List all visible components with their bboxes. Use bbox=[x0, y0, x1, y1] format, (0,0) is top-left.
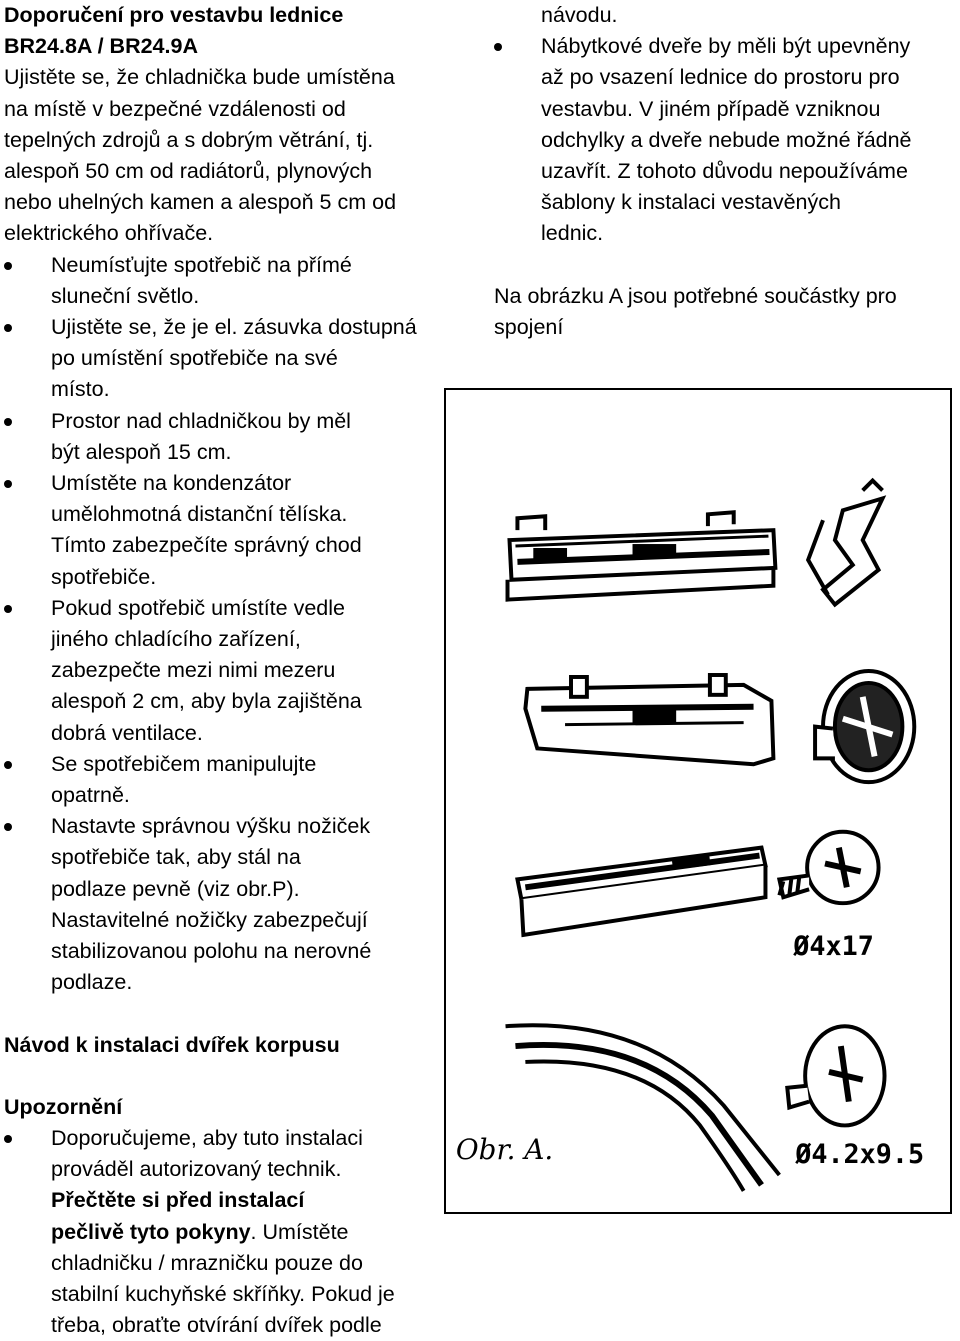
warning-title: Upozornění bbox=[4, 1094, 123, 1119]
list-item: Neumísťujte spotřebič na přímé sluneční světlo. bbox=[4, 250, 454, 312]
model-heading: BR24.8A / BR24.9A bbox=[4, 34, 198, 59]
intro-line: tepelných zdrojů a s dobrým větrání, tj. bbox=[4, 127, 374, 152]
bullet-icon bbox=[494, 43, 502, 51]
bracket-part-icon bbox=[525, 675, 773, 764]
intro-line: Ujistěte se, že chladnička bude umístěna bbox=[4, 65, 395, 90]
bullet-icon bbox=[4, 761, 12, 769]
intro-line: nebo uhelných kamen a alespoň 5 cm od bbox=[4, 190, 397, 215]
bullet-icon bbox=[4, 418, 12, 426]
dimension-label: Ø4.2x9.5 bbox=[795, 1139, 925, 1171]
parts-illustration bbox=[446, 390, 950, 1212]
bullet-icon bbox=[4, 262, 12, 270]
rail-part-icon bbox=[508, 512, 776, 599]
clip-part-icon bbox=[808, 481, 882, 605]
figure-a bbox=[444, 388, 952, 1214]
door-list bbox=[494, 31, 956, 249]
left-column bbox=[4, 0, 454, 1341]
bullet-icon bbox=[4, 823, 12, 831]
section-title: Návod k instalaci dvířek korpusu bbox=[4, 1032, 340, 1057]
intro-line: na místě v bezpečné vzdálenosti od bbox=[4, 96, 346, 121]
continuation-text: návodu. bbox=[541, 3, 618, 27]
list-item: Ujistěte se, že je el. zásuvka dostupná po umístění spotřebiče na své místo. bbox=[4, 312, 454, 406]
bullet-icon bbox=[4, 605, 12, 613]
list-item: Umístěte na kondenzátor umělohmotná distanční tělíska. Tímto zabezpečíte správný chod spotřebiče. bbox=[4, 468, 454, 593]
intro-line: alespoň 50 cm od radiátorů, plynových bbox=[4, 159, 373, 184]
figure-intro-line: spojení bbox=[494, 314, 564, 339]
strip-part-icon bbox=[517, 848, 765, 935]
placement-list bbox=[4, 250, 454, 999]
screw-icon bbox=[787, 1026, 884, 1125]
list-item: Doporučujeme, aby tuto instalaci prováděl autorizovaný technik. Přečtěte si před instalací pečlivě tyto pokyny. Umístěte chladničku / mrazničku pouze do stabilní kuchyňské skříňky. Pokud je třeba, obraťte otvírání dvířek podle bbox=[4, 1123, 454, 1341]
bullet-icon bbox=[4, 1135, 12, 1143]
dimension-label: Ø4x17 bbox=[793, 930, 874, 962]
figure-intro-line: Na obrázku A jsou potřebné součástky pro bbox=[494, 283, 897, 308]
bullet-icon bbox=[4, 480, 12, 488]
warning-list bbox=[4, 1123, 454, 1341]
list-item: Nastavte správnou výšku nožiček spotřebiče tak, aby stál na podlaze pevně (viz obr.P). Nastavitelné nožičky zabezpečují stabilizovanou polohu na nerovné podlaze. bbox=[4, 811, 454, 998]
intro-paragraph bbox=[4, 62, 454, 249]
figure-label: Obr. A. bbox=[455, 1133, 554, 1167]
heading: Doporučení pro vestavbu lednice bbox=[4, 3, 344, 27]
screw-icon bbox=[815, 671, 914, 782]
right-column bbox=[494, 0, 956, 343]
list-item: Se spotřebičem manipulujte opatrně. bbox=[4, 749, 454, 811]
bullet-icon bbox=[4, 324, 12, 332]
list-item: Pokud spotřebič umístíte vedle jiného chladícího zařízení, zabezpečte mezi nimi mezeru alespoň 2 cm, aby byla zajištěna dobrá ventilace. bbox=[4, 593, 454, 749]
intro-line: elektrického ohřívače. bbox=[4, 221, 214, 246]
screw-icon bbox=[779, 832, 878, 903]
list-item: Nábytkové dveře by měli být upevněny až po vsazení lednice do prostoru pro vestavbu. V jiném případě vzniknou odchylky a dveře nebude možné řádně uzavřít. Z tohoto důvodu nepoužíváme šablony k instalaci vestavěných lednic. bbox=[494, 31, 956, 249]
list-item: Prostor nad chladničkou by měl být alespoň 15 cm. bbox=[4, 406, 454, 468]
